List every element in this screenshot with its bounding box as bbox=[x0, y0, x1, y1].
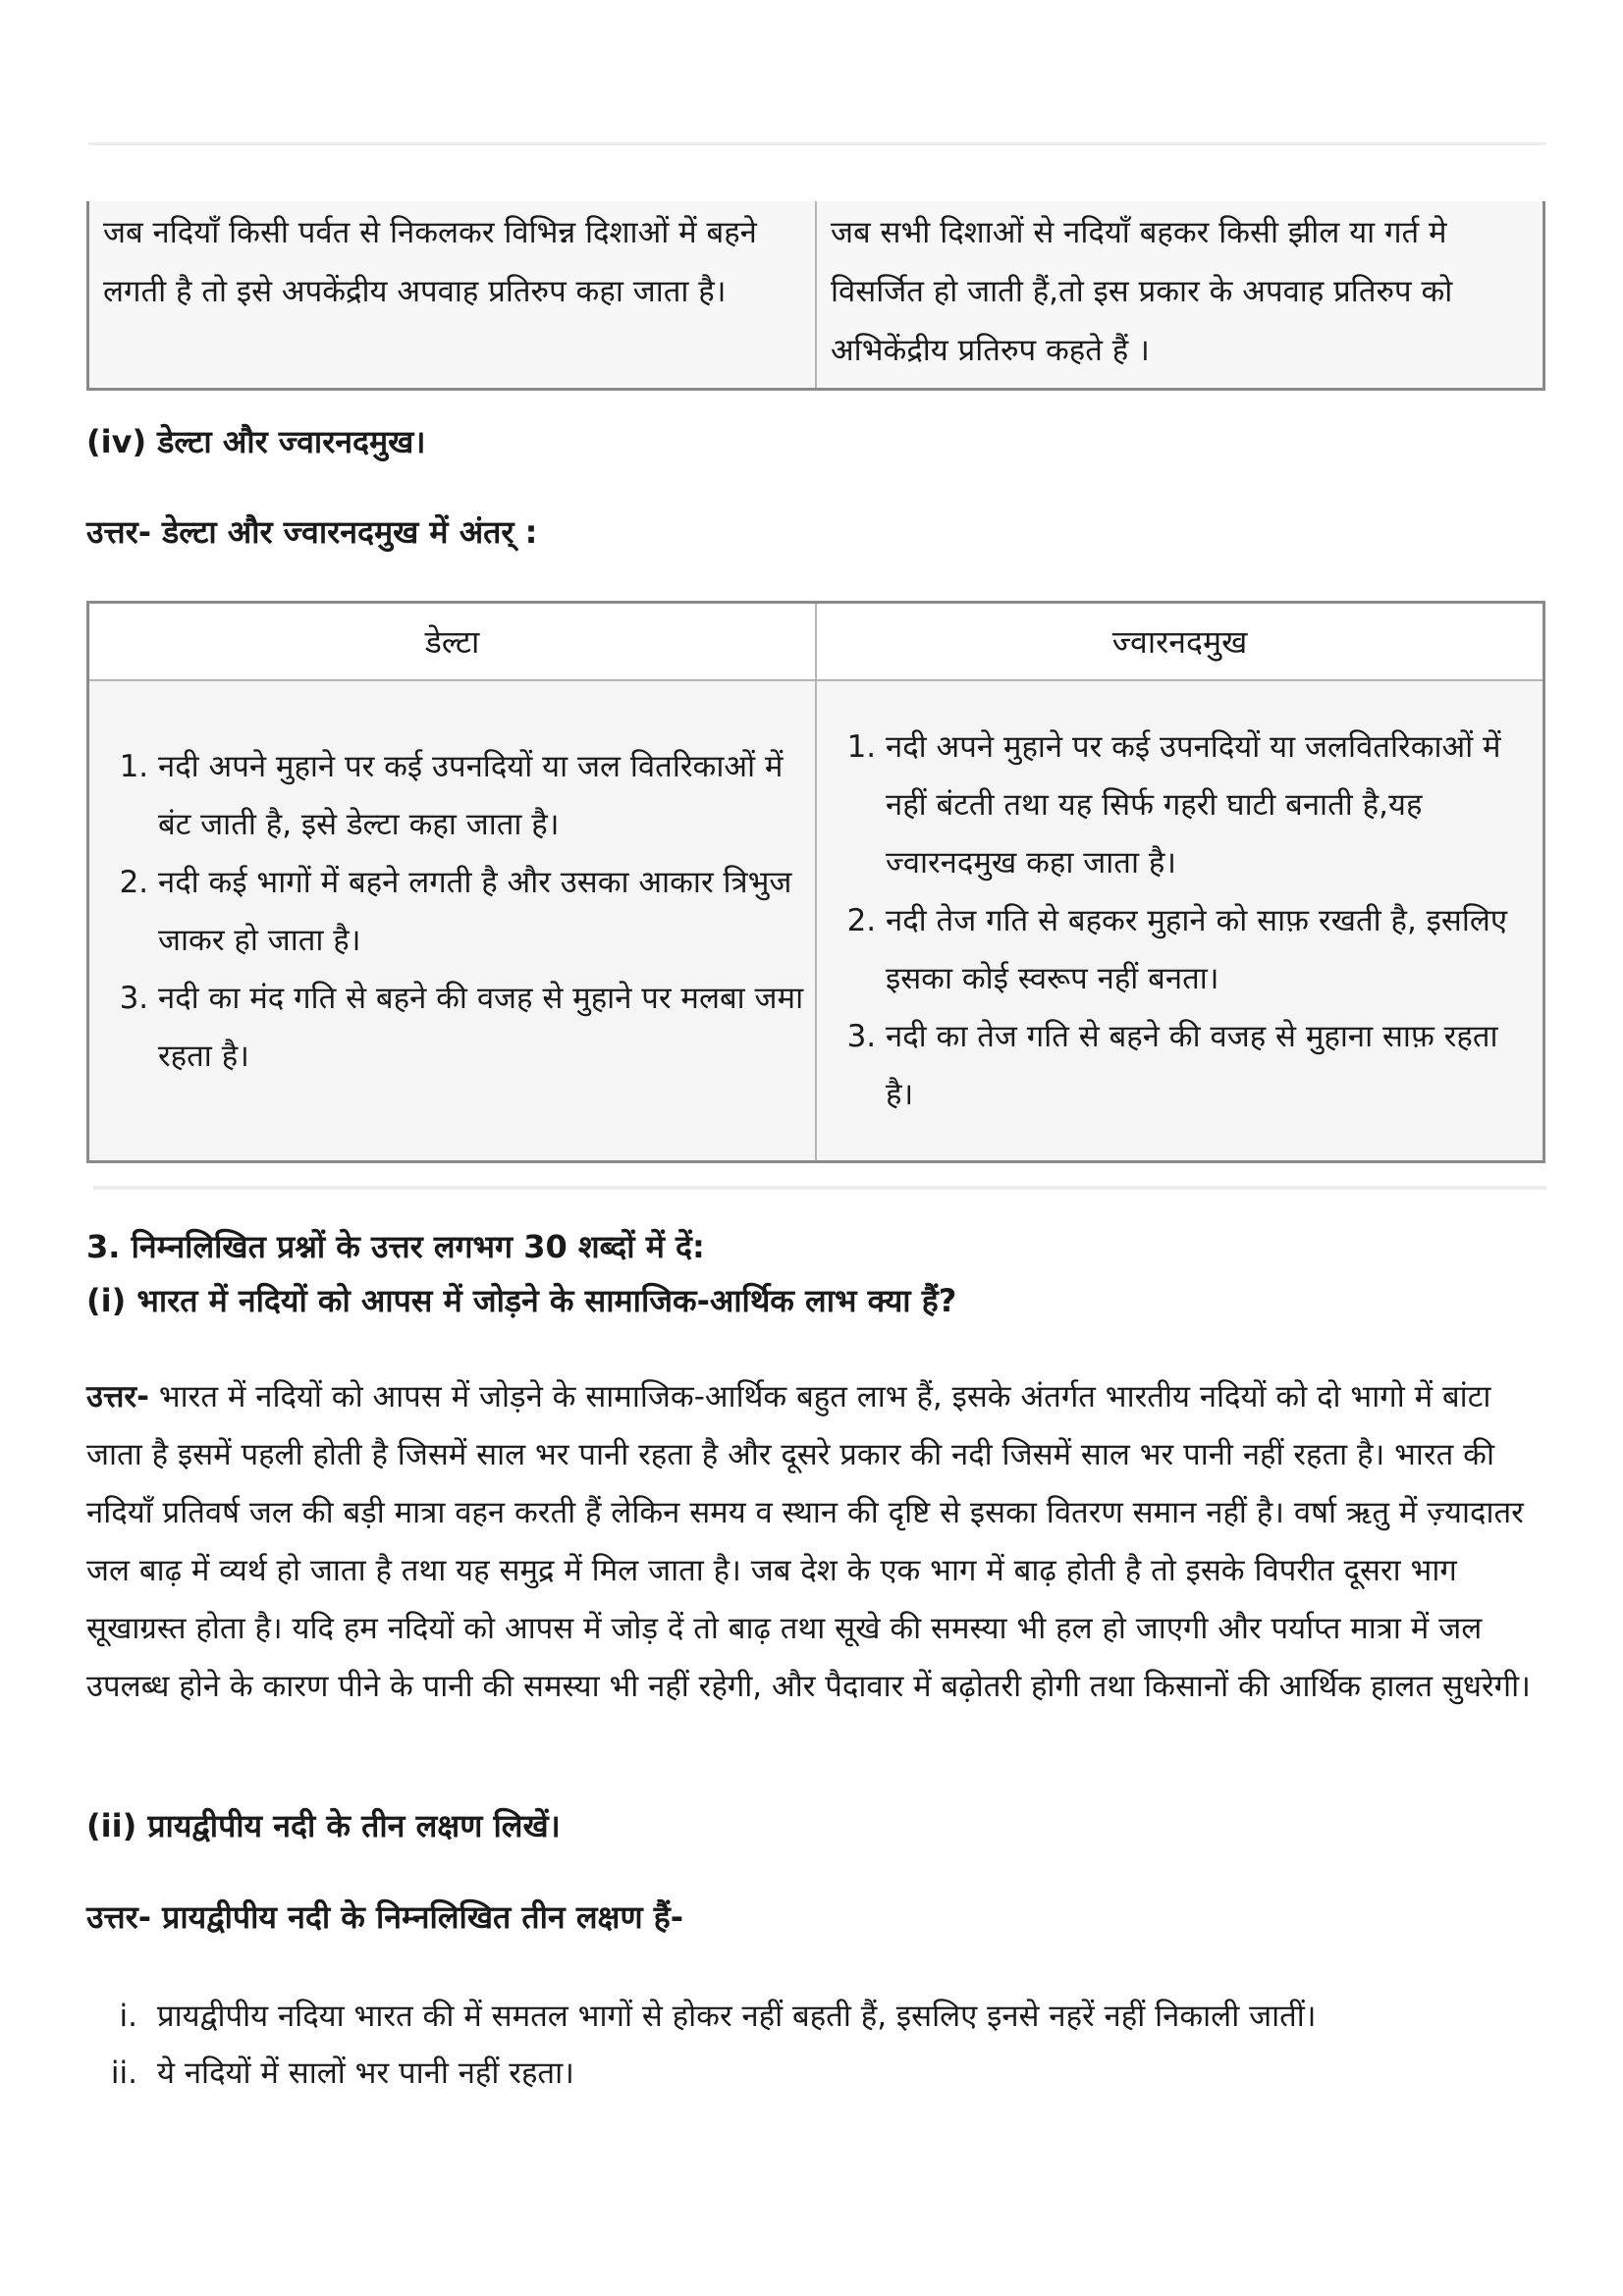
list-item: 3. नदी का तेज गति से बहने की वजह से मुहाना साफ़ रहता है। bbox=[886, 1008, 1533, 1124]
top-divider bbox=[88, 142, 1546, 145]
list-item-text: प्रायद्वीपीय नदिया भारत की में समतल भागों से होकर नहीं बहती हैं, इसलिए इनसे नहरें नहीं निकाली जातीं। bbox=[157, 1999, 1317, 2034]
answer-label: उत्तर- bbox=[86, 1379, 149, 1415]
drainage-pattern-table bbox=[86, 201, 1545, 391]
section-3-heading: 3. निम्नलिखित प्रश्नों के उत्तर लगभग 30 शब्दों में दें: bbox=[86, 1228, 705, 1265]
estuary-points-list bbox=[817, 681, 1542, 1124]
list-item: 3. नदी का मंद गति से बहने की वजह से मुहाने पर मलबा जमा रहता है। bbox=[158, 970, 805, 1086]
section-divider bbox=[93, 1186, 1546, 1190]
estuary-header: ज्वारनदमुख bbox=[816, 603, 1544, 681]
centrifugal-pattern-cell: जब नदियाँ किसी पर्वत से निकलकर विभिन्न दिशाओं में बहने लगती है तो इसे अपकेंद्रीय अपवाह प्रतिरुप कहा जाता है। bbox=[88, 201, 817, 390]
question-iv-heading: (iv) डेल्टा और ज्वारनदमुख। bbox=[86, 423, 426, 460]
answer-text: भारत में नदियों को आपस में जोड़ने के सामाजिक-आर्थिक बहुत लाभ हैं, इसके अंतर्गत भारतीय नदियों को दो भागो में बांटा जाता है इसमें पहली होती है जिसमें साल भर पानी रहता है और दूसरे प्रकार की नदी जिसमें साल भर पानी नहीं रहता है। भारत की नदियाँ प्रतिवर्ष जल की बड़ी मात्रा वहन करती हैं लेकिन समय व स्थान की दृष्टि से इसका वितरण समान नहीं है। वर्षा ऋतु में ज़्यादातर जल बाढ़ में व्यर्थ हो जाता है तथा यह समुद्र में मिल जाता है। जब देश के एक भाग में बाढ़ होती है तो इसके विपरीत दूसरा भाग सूखाग्रस्त होता है। यदि हम नदियों को आपस में जोड़ दें तो बाढ़ तथा सूखे की समस्या भी हल हो जाएगी और पर्याप्त मात्रा में जल उपलब्ध होने के कारण पीने के पानी की समस्या भी नहीं रहेगी, और पैदावार में बढ़ोतरी होगी तथा किसानों की आर्थिक हालत सुधरेगी। bbox=[86, 1379, 1531, 1704]
list-item: 2. नदी कई भागों में बहने लगती है और उसका आकार त्रिभुज जाकर हो जाता है। bbox=[158, 854, 805, 970]
list-item: 2. नदी तेज गति से बहकर मुहाने को साफ़ रखती है, इसलिए इसका कोई स्वरूप नहीं बनता। bbox=[886, 892, 1533, 1008]
list-item: 1. नदी अपने मुहाने पर कई उपनदियों या जल वितरिकाओं में बंट जाती है, इसे डेल्टा कहा जाता है। bbox=[158, 738, 805, 854]
question-i-answer bbox=[86, 1368, 1549, 1716]
delta-header: डेल्टा bbox=[88, 603, 817, 681]
list-item bbox=[86, 1988, 1549, 2045]
delta-estuary-table bbox=[86, 601, 1545, 1163]
list-item-number: ii. bbox=[110, 2056, 137, 2091]
estuary-cell bbox=[816, 680, 1544, 1162]
question-i-heading: (i) भारत में नदियों को आपस में जोड़ने के सामाजिक-आर्थिक लाभ क्या हैं? bbox=[86, 1282, 957, 1319]
list-item bbox=[86, 2045, 1549, 2102]
list-item-text: ये नदियों में सालों भर पानी नहीं रहता। bbox=[157, 2056, 574, 2091]
list-item: 1. नदी अपने मुहाने पर कई उपनदियों या जलवितरिकाओं में नहीं बंटती तथा यह सिर्फ गहरी घाटी बनाती है,यह ज्वारनदमुख कहा जाता है। bbox=[886, 719, 1533, 892]
question-ii-answer-intro: उत्तर- प्रायद्वीपीय नदी के निम्नलिखित तीन लक्षण हैं- bbox=[86, 1898, 684, 1936]
peninsular-river-traits-list bbox=[86, 1988, 1549, 2102]
question-ii-heading: (ii) प्रायद्वीपीय नदी के तीन लक्षण लिखें। bbox=[86, 1807, 561, 1844]
delta-cell bbox=[88, 680, 817, 1162]
list-item-number: i. bbox=[119, 1999, 137, 2034]
question-iv-answer-intro: उत्तर- डेल्टा और ज्वारनदमुख में अंतर् : bbox=[86, 513, 538, 551]
centripetal-pattern-cell: जब सभी दिशाओं से नदियाँ बहकर किसी झील या गर्त मे विसर्जित हो जाती हैं,तो इस प्रकार के अपवाह प्रतिरुप को अभिकेंद्रीय प्रतिरुप कहते हैं । bbox=[831, 215, 1453, 368]
delta-points-list bbox=[89, 681, 815, 1086]
